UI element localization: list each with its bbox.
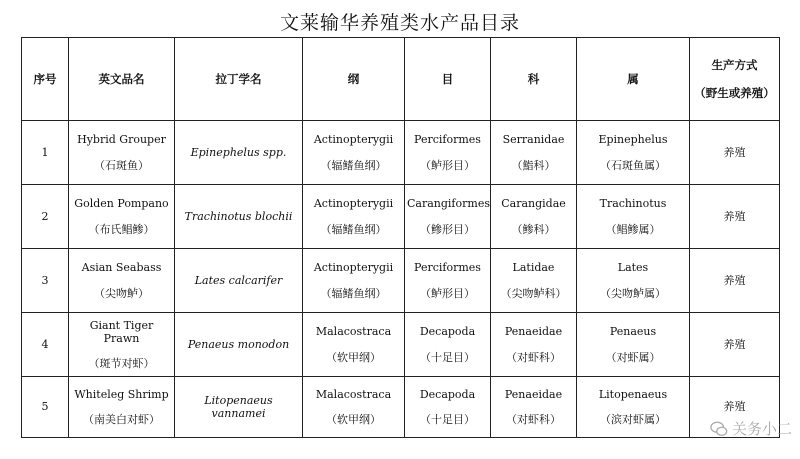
order-cell xyxy=(405,185,491,249)
class-cell-en: Actinopterygii xyxy=(313,197,394,211)
family-cell-cn: （对虾科） xyxy=(506,413,561,426)
header-order: 目 xyxy=(405,38,491,121)
class-cell-en: Actinopterygii xyxy=(313,261,394,275)
document-title: 文莱输华养殖类水产品目录 xyxy=(279,12,520,34)
table-row xyxy=(22,249,780,313)
genus-cell-en: Litopenaeus xyxy=(598,387,668,401)
header-class: 纲 xyxy=(303,38,405,121)
order-cell xyxy=(405,249,491,313)
wechat-icon xyxy=(710,420,728,438)
class-cell-en: Malacostraca xyxy=(315,325,392,339)
family-cell-en: Serranidae xyxy=(502,133,565,147)
class-cell xyxy=(303,249,405,313)
english-name-cell-cn: （布氏鲳鲹） xyxy=(88,222,155,236)
family-cell-en: Latidae xyxy=(512,261,555,275)
family-cell-en: Penaeidae xyxy=(504,387,563,401)
header-mode-sub: （野生或养殖） xyxy=(694,86,775,100)
family-cell-en: Carangidae xyxy=(501,197,566,211)
genus-cell-cn: （鲳鲹属） xyxy=(605,222,661,236)
class-cell-en: Malacostraca xyxy=(315,387,392,401)
order-cell-en: Perciformes xyxy=(414,133,481,147)
class-cell-en: Actinopterygii xyxy=(313,133,394,147)
order-cell xyxy=(405,121,491,185)
english-name-cell-cn: （尖吻鲈） xyxy=(94,286,149,300)
class-cell xyxy=(303,377,405,438)
order-cell-cn: （鲈形目） xyxy=(420,286,475,300)
row-number: 2 xyxy=(22,185,69,249)
order-cell-en: Decapoda xyxy=(419,387,476,401)
english-name-cell xyxy=(69,249,175,313)
english-name-cell xyxy=(69,185,175,249)
english-name-cell-cn: （南美白对虾） xyxy=(83,413,160,426)
family-cell xyxy=(491,313,577,377)
english-name-cell-en: Golden Pompano xyxy=(74,197,169,211)
class-cell xyxy=(303,121,405,185)
order-cell xyxy=(405,313,491,377)
production-mode-cell: 养殖 xyxy=(690,185,780,249)
order-cell-en: Perciformes xyxy=(414,261,481,275)
english-name-cell xyxy=(69,313,175,377)
family-cell-cn: （鲹科） xyxy=(511,222,556,236)
row-number: 3 xyxy=(22,249,69,313)
header-english-name: 英文品名 xyxy=(69,38,175,121)
family-cell-cn: （对虾科） xyxy=(506,350,561,364)
production-mode-cell: 养殖 xyxy=(690,249,780,313)
class-cell-cn: （辐鳍鱼纲） xyxy=(320,158,387,172)
table-header-row xyxy=(22,38,780,121)
row-number: 1 xyxy=(22,121,69,185)
genus-cell xyxy=(577,377,690,438)
english-name-cell-en: Whiteleg Shrimp xyxy=(74,387,169,401)
class-cell-cn: （软甲纲） xyxy=(326,413,381,426)
order-cell-en: Decapoda xyxy=(419,325,476,339)
family-cell xyxy=(491,185,577,249)
order-cell-cn: （十足目） xyxy=(420,350,475,364)
genus-cell xyxy=(577,313,690,377)
family-cell-en: Penaeidae xyxy=(504,325,563,339)
family-cell xyxy=(491,121,577,185)
class-cell-cn: （软甲纲） xyxy=(326,350,381,364)
watermark-text: 关务小二 xyxy=(731,420,792,438)
genus-cell-en: Penaeus xyxy=(609,325,657,339)
table-row xyxy=(22,313,780,377)
header-family: 科 xyxy=(491,38,577,121)
family-cell-cn: （鮨科） xyxy=(511,158,556,172)
header-production-mode xyxy=(690,38,780,121)
family-cell xyxy=(491,249,577,313)
latin-name-cell: Epinephelus spp. xyxy=(175,121,303,185)
order-cell-cn: （鲹形目） xyxy=(420,222,475,236)
english-name-cell-cn: （石斑鱼） xyxy=(94,158,149,172)
english-name-cell-en: Asian Seabass xyxy=(81,261,162,275)
table-row xyxy=(22,377,780,438)
genus-cell xyxy=(577,249,690,313)
family-cell-cn: （尖吻鲈科） xyxy=(500,286,567,300)
genus-cell-cn: （滨对虾属） xyxy=(600,413,666,426)
table-row xyxy=(22,185,780,249)
row-number: 4 xyxy=(22,313,69,377)
header-mode-label: 生产方式 xyxy=(711,58,758,72)
table-row xyxy=(22,121,780,185)
header-no: 序号 xyxy=(22,38,69,121)
order-cell-en: Carangiformes xyxy=(407,197,490,211)
genus-cell-cn: （尖吻鲈属） xyxy=(600,286,666,300)
row-number: 5 xyxy=(22,377,69,438)
english-name-cell-en: Hybrid Grouper xyxy=(77,133,166,147)
latin-name-cell: Litopenaeus vannamei xyxy=(175,377,303,438)
header-genus: 属 xyxy=(577,38,690,121)
genus-cell-cn: （石斑鱼属） xyxy=(600,158,666,172)
watermark xyxy=(710,418,792,439)
genus-cell xyxy=(577,121,690,185)
genus-cell-en: Epinephelus xyxy=(598,133,668,147)
production-mode-cell: 养殖 xyxy=(690,121,780,185)
english-name-cell xyxy=(69,121,175,185)
latin-name-cell: Trachinotus blochii xyxy=(175,185,303,249)
latin-name-cell: Lates calcarifer xyxy=(175,249,303,313)
class-cell-cn: （辐鳍鱼纲） xyxy=(320,286,387,300)
english-name-cell xyxy=(69,377,175,438)
genus-cell xyxy=(577,185,690,249)
order-cell-cn: （十足目） xyxy=(420,413,475,426)
class-cell-cn: （辐鳍鱼纲） xyxy=(320,222,387,236)
english-name-cell-en: Giant Tiger Prawn xyxy=(89,318,154,345)
order-cell-cn: （鲈形目） xyxy=(420,158,475,172)
product-catalog-table xyxy=(21,37,780,438)
class-cell xyxy=(303,313,405,377)
genus-cell-en: Lates xyxy=(617,261,649,275)
family-cell xyxy=(491,377,577,438)
class-cell xyxy=(303,185,405,249)
order-cell xyxy=(405,377,491,438)
header-latin-name: 拉丁学名 xyxy=(175,38,303,121)
latin-name-cell: Penaeus monodon xyxy=(175,313,303,377)
genus-cell-en: Trachinotus xyxy=(599,197,667,211)
english-name-cell-cn: （斑节对虾） xyxy=(88,357,155,371)
production-mode-cell: 养殖 xyxy=(690,377,780,438)
production-mode-cell: 养殖 xyxy=(690,313,780,377)
genus-cell-cn: （对虾属） xyxy=(605,350,661,364)
